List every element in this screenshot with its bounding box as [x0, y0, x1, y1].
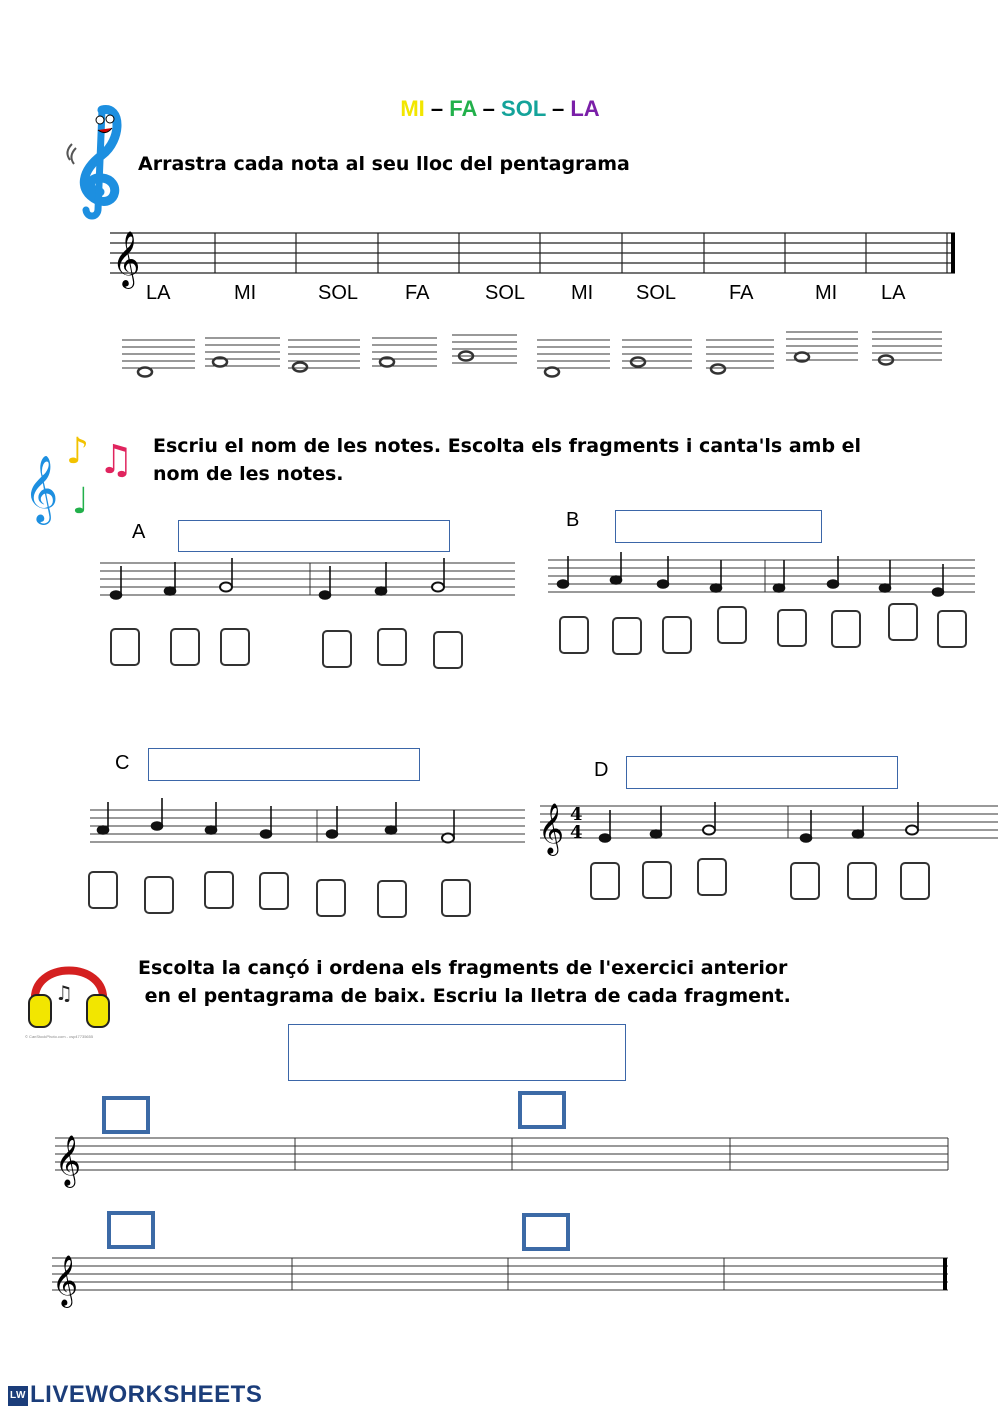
- svg-text:♫: ♫: [98, 437, 134, 483]
- note-label: SOL: [636, 282, 677, 304]
- note-label: SOL: [485, 282, 526, 304]
- note-label: LA: [881, 282, 906, 304]
- treble-clef-icon: 𝄞: [55, 1135, 82, 1186]
- fragment-letter-input[interactable]: [107, 1211, 155, 1249]
- brand-text: LIVEWORKSHEETS: [30, 1381, 263, 1408]
- treble-clef-icon: 𝄞: [52, 1255, 79, 1306]
- brand-logo: [8, 1381, 262, 1409]
- fragment-letter-a: A: [132, 521, 146, 543]
- fragment-letter-input[interactable]: [522, 1213, 570, 1251]
- treble-clef-icon: 𝄞: [112, 231, 141, 287]
- svg-text:𝄞: 𝄞: [24, 454, 59, 522]
- note-label: FA: [729, 282, 754, 304]
- title-mi: MI: [400, 96, 425, 121]
- fragment-letter-input[interactable]: [102, 1096, 150, 1134]
- note-label: MI: [815, 282, 838, 304]
- exercise3-instruction: Escolta la cançó i ordena els fragments de l'exercici anterior en el pentagrama de baix. Escriu la lletra de cada fragment.: [138, 957, 791, 1007]
- headphones-caption: © CanStockPhoto.com - csp47735655: [25, 1034, 94, 1039]
- fragment-letter-input[interactable]: [518, 1091, 566, 1129]
- exercise1-instruction: Arrastra cada nota al seu lloc del pentagrama: [138, 153, 630, 175]
- fragment-letter-c: C: [115, 752, 130, 774]
- note-label: MI: [234, 282, 257, 304]
- exercise2-instruction: Escriu el nom de les notes. Escolta els fragments i canta'ls amb el nom de les notes.: [153, 435, 862, 485]
- svg-text:♩: ♩: [72, 481, 89, 522]
- title-fa: FA: [449, 96, 477, 121]
- note-label: FA: [405, 282, 430, 304]
- fragment-letter-b: B: [566, 509, 580, 531]
- note-label: MI: [571, 282, 594, 304]
- note-label: SOL: [318, 282, 359, 304]
- fragment-letter-d: D: [594, 759, 609, 781]
- treble-clef-icon: 𝄞: [538, 803, 565, 854]
- note-label: LA: [146, 282, 171, 304]
- brand-badge: LW: [8, 1386, 28, 1406]
- page-title: MI – FA – SOL – LA: [400, 96, 600, 121]
- title-la: LA: [570, 96, 600, 121]
- time-signature-top: 4: [570, 804, 583, 825]
- time-signature-bottom: 4: [570, 822, 583, 843]
- title-sol: SOL: [501, 96, 546, 121]
- svg-text:♪: ♪: [66, 431, 89, 472]
- svg-text:♫: ♫: [55, 981, 73, 1005]
